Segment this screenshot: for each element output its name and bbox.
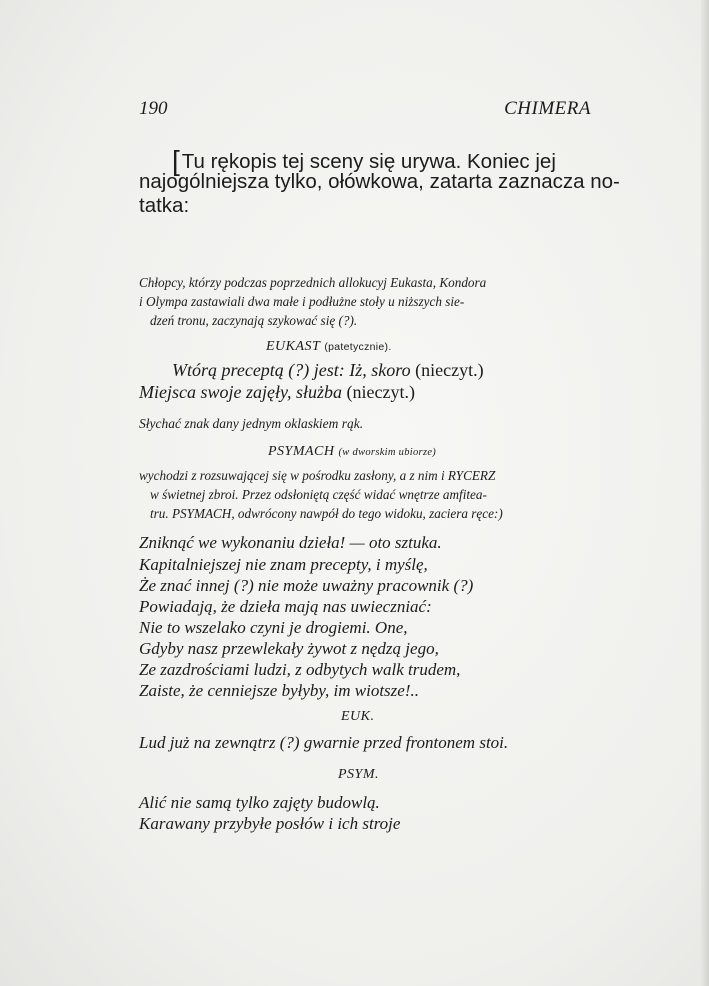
stage-direction-3-line-2: w świetnej zbroi. Przez odsłoniętą część widać wnętrze amfitea-	[150, 487, 487, 502]
page-edge	[701, 0, 709, 986]
verse-2-line-3: Że znać innej (?) nie może uważny pracownik (?)	[139, 576, 474, 595]
verse-2-line-6: Gdyby nasz przewlekały żywot z nędzą jego,	[139, 639, 439, 658]
stage-direction-1-line-2: i Olympa zastawiali dwa małe i podłużne stoły u niższych sie-	[139, 294, 465, 309]
speaker-eukast: EUKAST (patetycznie).	[266, 339, 392, 354]
stage-direction-2: Słychać znak dany jednym oklaskiem rąk.	[139, 416, 364, 431]
running-title: CHIMERA	[504, 98, 591, 119]
stage-direction-3-line-1: wychodzi z rozsuwającej się w pośrodku zasłony, a z nim i RYCERZ	[139, 468, 496, 483]
verse-2-line-5: Nie to wszelako czyni je drogiemi. One,	[139, 618, 408, 637]
intro-line-3: tatka:	[139, 194, 190, 217]
verse-1-line-1: Wtórą preceptą (?) jest: Iż, skoro (nieczyt.)	[172, 360, 484, 380]
verse-4-line-2: Karawany przybyłe posłów i ich stroje	[139, 814, 401, 833]
intro-line-2: najogólniejsza tylko, ołówkowa, zatarta zaznacza no-	[139, 170, 620, 193]
stage-direction-1-line-3: dzeń tronu, zaczynają szykować się (?).	[150, 313, 358, 328]
verse-3-line-1: Lud już na zewnątrz (?) gwarnie przed frontonem stoi.	[139, 733, 509, 752]
intro-line-1: [Tu rękopis tej sceny się urywa. Koniec jej	[172, 145, 556, 176]
speaker-euk: EUK.	[341, 709, 375, 724]
verse-4-line-1: Alić nie samą tylko zajęty budowlą.	[139, 793, 380, 812]
verse-2-line-8: Zaiste, że cenniejsze byłyby, im wiotsze!..	[139, 681, 419, 700]
open-bracket: [	[172, 145, 180, 176]
speaker-psymach: PSYMACH (w dworskim ubiorze)	[268, 444, 437, 459]
running-header	[139, 98, 591, 124]
verse-2-line-7: Ze zazdrościami ludzi, z odbytych walk trudem,	[139, 660, 461, 679]
verse-2-line-2: Kapitalniejszej nie znam precepty, i myślę,	[139, 555, 428, 574]
verse-2-line-1: Zniknąć we wykonaniu dzieła! — oto sztuka.	[139, 533, 442, 552]
verse-1-line-2: Miejsca swoje zajęły, służba (nieczyt.)	[139, 382, 415, 402]
stage-direction-3-line-3: tru. PSYMACH, odwrócony nawpół do tego widoku, zaciera ręce:)	[150, 506, 503, 521]
verse-2-line-4: Powiadają, że dzieła mają nas uwieczniać:	[139, 597, 432, 616]
page-number: 190	[139, 98, 168, 119]
speaker-psym: PSYM.	[338, 767, 379, 782]
stage-direction-1-line-1: Chłopcy, którzy podczas poprzednich allokucyj Eukasta, Kondora	[139, 275, 487, 290]
